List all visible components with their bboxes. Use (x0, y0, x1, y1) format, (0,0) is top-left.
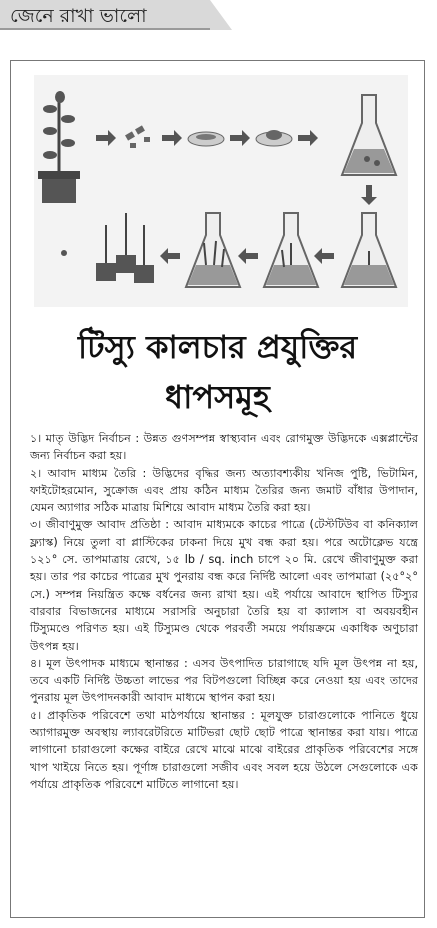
tissue-culture-illustration (34, 75, 408, 307)
step-paragraph: ২। আবাদ মাধ্যম তৈরি : উদ্ভিদের বৃদ্ধির জন্য অত্যাবশ্যকীয় খনিজ পুষ্টি, ভিটামিন, ফাইটোহরমোন, সুক্রোজ এবং প্রায় কঠিন মাধ্যম তৈরির জন্য জমাট বাঁধার উপাদান, যেমন অ্যাগার সঠিক মাত্রায় মিশিয়ে আবাদ মাধ্যম তৈরি করা হয়। (30, 466, 418, 515)
arrow-down-icon (361, 185, 377, 205)
section-tab-label: জেনে রাখা ভালো (10, 5, 147, 27)
explant-pieces-icon (125, 125, 150, 148)
arrow-right-icon (162, 130, 182, 146)
conical-flask-icon (342, 95, 396, 175)
petri-dish-callus-icon (256, 130, 292, 146)
arrow-right-icon (230, 130, 250, 146)
step-paragraph: ৩। জীবাণুমুক্ত আবাদ প্রতিষ্ঠা : আবাদ মাধ্যমকে কাচের পাত্রে (টেস্টটিউব বা কনিক্যাল ফ্ল্যাস্ক) নিয়ে তুলা বা প্লাস্টিকের ঢাকনা দিয়ে মুখ বন্ধ করা হয়। পরে অটোক্লেভ যন্ত্রে ১২১° সে. তাপমাত্রায় রেখে, ১৫ lb / sq. inch চাপে ২০ মি. রেখে জীবাণুমুক্ত করা হয়। তার পর কাচের পাত্রের মুখ পুনরায় বন্ধ করে নির্দিষ্ট আলো এবং তাপমাত্রা (২৫°২° সে.) সম্পন্ন নিয়ন্ত্রিত কক্ষে বর্ধনের জন্য রাখা হয়। এই পর্যায়ে আবাদে স্থাপিত টিস্যুর বারবার বিভাজনের মাধ্যমে সরাসরি অনুচারা তৈরি হয় বা ক্যালাস বা অবয়বহীন টিস্যুমণ্ডে পরিণত হয়। এই টিস্যুমণ্ড থেকে পরবর্তী সময়ে পর্যায়ক্রমে একাধিক অণুচারা উৎপন্ন হয়। (30, 518, 418, 653)
arrow-left-icon (238, 248, 258, 264)
arrow-left-icon (160, 248, 180, 264)
article-title-line1: টিস্যু কালচার প্রযুক্তির (77, 328, 358, 366)
conical-flask-multiple-plantlets-icon (186, 213, 240, 287)
petri-dish-icon (188, 132, 224, 146)
arrow-left-icon (314, 248, 334, 264)
mother-plant-icon (38, 91, 80, 203)
article-title-line2: ধাপসমূহ (165, 378, 270, 416)
step-paragraph: ১। মাতৃ উদ্ভিদ নির্বাচন : উন্নত গুণসম্পন্ন স্বাস্থ্যবান এবং রোগমুক্ত উদ্ভিদকে এক্সপ্লান্টের জন্য নির্বাচন করা হয়। (30, 432, 418, 463)
arrow-right-icon (298, 130, 318, 146)
article-body (30, 430, 418, 793)
step-paragraph: ৪। মূল উৎপাদক মাধ্যমে স্থানান্তর : এসব উৎপাদিত চারাগাছে যদি মূল উৎপন্ন না হয়, তবে একটি নির্দিষ্ট উচ্চতা লাভের পর বিটপগুলো বিচ্ছিন্ন করে নেওয়া হয় এবং তাদের পুনরায় মূল উৎপাদনকারী আবাদ মাধ্যমে স্থাপন করা হয়। (30, 656, 418, 705)
potted-plantlets-icon (96, 213, 154, 283)
dot-icon (61, 250, 67, 256)
conical-flask-sprout-icon (342, 213, 396, 287)
step-paragraph: ৫। প্রাকৃতিক পরিবেশে তথা মাঠপর্যায়ে স্থানান্তর : মূলযুক্ত চারাগুলোকে পানিতে ধুয়ে অ্যাগারমুক্ত অবস্থায় ল্যাবরেটরিতে মাটিভরা ছোট ছোট পাত্রে স্থানান্তর করা যায়। পাত্রে লাগানো চারাগুলো কক্ষের বাইরে রেখে মাঝে মাঝে বাইরের প্রাকৃতিক পরিবেশের সঙ্গে খাপ খাইয়ে নিতে হয়। পূর্ণাঙ্গ চারাগুলো সজীব এবং সবল হয়ে উঠলে সেগুলোকে এক পর্যায়ে প্রাকৃতিক পরিবেশে মাটিতে লাগানো হয়। (30, 708, 418, 791)
section-tab (0, 0, 210, 30)
conical-flask-plantlet-icon (264, 213, 318, 287)
arrow-right-icon (96, 130, 116, 146)
